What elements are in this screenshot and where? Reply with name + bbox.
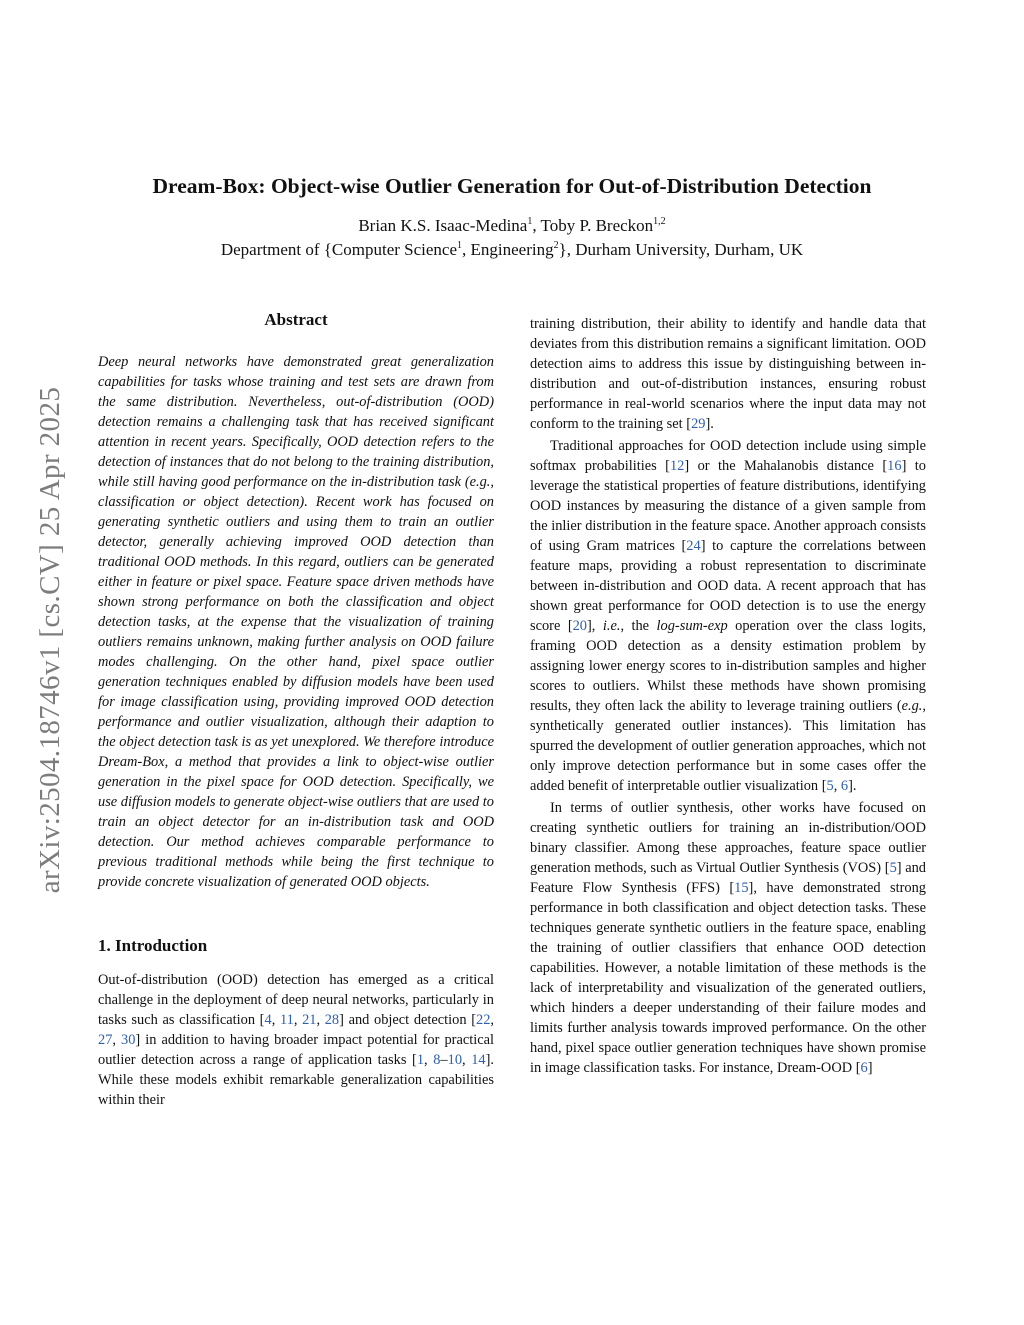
affiliation-mark: 1 xyxy=(527,216,533,227)
italic-text: log-sum-exp xyxy=(656,618,728,634)
affiliation-text: Department of {Computer Science xyxy=(220,240,458,259)
text-run: , the xyxy=(620,618,657,634)
citation-link[interactable]: 27 xyxy=(98,1032,113,1048)
citation-link[interactable]: 6 xyxy=(860,1060,868,1076)
author-name: Toby P. Breckon xyxy=(540,216,654,235)
citation-link[interactable]: 11 xyxy=(279,1012,294,1028)
author-name: Brian K.S. Isaac-Medina xyxy=(358,216,528,235)
author-line xyxy=(0,216,1024,236)
intro-paragraph xyxy=(98,970,494,1110)
text-run: ], have demonstrated strong performance in both classification and object detection tasks. These techniques generate synthetic outliers in the feature space, enabling the training of outlier classifiers that enhance OOD detection capabilities. However, a notable limitation of these methods is the lack of interpretability and visualization of the generated outliers, which hinders a deeper understanding of their failure modes and limits further analysis towards improved performance. On the other hand, pixel space outlier generation techniques have shown promise in image classification tasks. For instance, Dream-OOD [ xyxy=(530,880,926,1076)
citation-link[interactable]: 20 xyxy=(572,618,587,634)
abstract-heading: Abstract xyxy=(264,310,328,329)
text-run: , xyxy=(833,778,841,794)
citation-link[interactable]: 24 xyxy=(686,538,701,554)
text-run: ], xyxy=(587,618,603,634)
citation-link[interactable]: 10 xyxy=(447,1052,463,1068)
author-separator: , xyxy=(532,216,541,235)
italic-text: i.e. xyxy=(602,618,621,634)
citation-link[interactable]: 30 xyxy=(121,1032,136,1048)
text-run: , synthetically generated outlier instances). This limitation has spurred the development of outlier generation approaches, which not only improve detection performance but in some cases offer the added benefit of interpretable outlier visualization [ xyxy=(530,698,927,794)
body-paragraph xyxy=(530,314,926,434)
citation-link[interactable]: 15 xyxy=(734,880,749,896)
text-run: , xyxy=(316,1012,325,1028)
affiliation-line xyxy=(0,240,1024,260)
affiliation-mark: 1,2 xyxy=(653,216,666,227)
text-run: ]. xyxy=(848,778,857,794)
text-run: , xyxy=(490,1012,495,1028)
body-paragraph xyxy=(530,436,926,796)
body-paragraph xyxy=(530,798,926,1078)
citation-link[interactable]: 8 xyxy=(433,1052,441,1068)
text-run: ] and Feature Flow Synthesis (FFS) [ xyxy=(530,860,927,896)
paper-title: Dream-Box: Object-wise Outlier Generation for Out-of-Distribution Detection xyxy=(152,174,872,198)
text-run: , xyxy=(424,1052,434,1068)
italic-text: e.g. xyxy=(901,698,923,714)
citation-link[interactable]: 29 xyxy=(691,416,706,432)
citation-link[interactable]: 14 xyxy=(471,1052,486,1068)
citation-link[interactable]: 16 xyxy=(887,458,902,474)
left-column xyxy=(98,310,494,1110)
citation-link[interactable]: 6 xyxy=(840,778,849,794)
text-run: Out-of-distribution (OOD) detection has emerged as a critical challenge in the deployment of deep neural networks, particularly in tasks such as classification [ xyxy=(98,972,494,1028)
citation-link[interactable]: 28 xyxy=(324,1012,340,1028)
text-run: ] to capture the correlations between feature maps, providing a robust representation to discriminate between in-distribution and OOD data. A recent approach that has shown great performance for OOD detection is to use the energy score [ xyxy=(530,538,926,634)
affiliation-mark: 2 xyxy=(553,240,559,251)
text-run: , xyxy=(462,1052,472,1068)
affiliation-text: }, Durham University, Durham, UK xyxy=(558,240,804,259)
text-run: In terms of outlier synthesis, other works have focused on creating synthetic outliers for training an in-distribution/OOD binary classifier. Among these approaches, feature space outlier generation methods, such as Virtual Outlier Synthesis (VOS) [ xyxy=(530,800,926,876)
text-run: ]. xyxy=(705,416,714,432)
text-run: – xyxy=(440,1052,448,1068)
affiliation-text: , Engineering xyxy=(462,240,554,259)
arxiv-identifier: arXiv:2504.18746v1 [cs.CV] 25 Apr 2025 xyxy=(33,386,66,894)
right-column xyxy=(530,314,926,1078)
citation-link[interactable]: 1 xyxy=(416,1052,425,1068)
citation-link[interactable]: 4 xyxy=(264,1012,272,1028)
text-run: , xyxy=(271,1012,280,1028)
text-run: , xyxy=(293,1012,303,1028)
citation-link[interactable]: 22 xyxy=(476,1012,491,1028)
text-run: ] and object detection [ xyxy=(339,1012,477,1028)
section-heading: 1. Introduction xyxy=(98,936,208,955)
citation-link[interactable]: 12 xyxy=(669,458,685,474)
text-run: training distribution, their ability to identify and handle data that deviates from this distribution remains a significant limitation. OOD detection aims to address this issue by distinguishing between in-distribution and out-of-distribution instances, ensuring robust performance in real-world scenarios where the input data may not conform to the training set [ xyxy=(530,316,926,432)
text-run: operation over the class logits, framing OOD detection as a density estimation problem by assigning lower energy scores to in-distribution samples and higher scores to outliers. Whilst these methods have shown promising results, they often lack the ability to leverage training outliers ( xyxy=(530,618,926,714)
text-run: ] in addition to having broader impact potential for practical outlier detection across a range of application tasks [ xyxy=(98,1032,494,1068)
citation-link[interactable]: 5 xyxy=(826,778,834,794)
text-run: ] to leverage the statistical properties of feature distributions, identifying OOD instances by measuring the distance of a given sample from the inlier distribution in the feature space. Another approach consists of using Gram matrices [ xyxy=(530,458,926,554)
citation-link[interactable]: 5 xyxy=(889,860,897,876)
affiliation-mark: 1 xyxy=(457,240,463,251)
text-run: ] or the Mahalanobis distance [ xyxy=(684,458,888,474)
text-run: ] xyxy=(867,1060,873,1076)
text-run: , xyxy=(112,1032,122,1048)
citation-link[interactable]: 21 xyxy=(302,1012,317,1028)
text-run: Traditional approaches for OOD detection include using simple softmax probabilities [ xyxy=(530,438,926,474)
text-run: ]. While these models exhibit remarkable generalization capabilities within their xyxy=(98,1052,494,1108)
abstract-text: Deep neural networks have demonstrated great generalization capabilities for tasks whose training and test sets are drawn from the same distribution. Nevertheless, out-of-distribution (OOD) detection remains a challenging task that has received significant attention in recent years. Specifically, OOD detection refers to the detection of instances that do not belong to the training distribution, while still having good performance on the in-distribution task (e.g., classification or object detection). Recent work has focused on generating synthetic outliers and using them to train an outlier detector, generally achieving improved OOD detection than traditional OOD methods. In this regard, outliers can be generated either in feature or pixel space. Feature space driven methods have shown strong performance on both the classification and object detection tasks, at the expense that the visualization of training outliers remains unknown, making further analysis on OOD failure modes challenging. On the other hand, pixel space outlier generation techniques enabled by diffusion models have been used for image classification using, providing improved OOD detection performance and outlier visualization, although their adaption to the object detection task is as yet unexplored. We therefore introduce Dream-Box, a method that provides a link to object-wise outlier generation in the pixel space for OOD detection. Specifically, we use diffusion models to generate object-wise outliers that are used to train an object detector for an in-distribution task and OOD detection. Our method achieves comparable performance to previous traditional methods while being the first technique to provide concrete visualization of generated OOD objects. xyxy=(98,354,494,890)
